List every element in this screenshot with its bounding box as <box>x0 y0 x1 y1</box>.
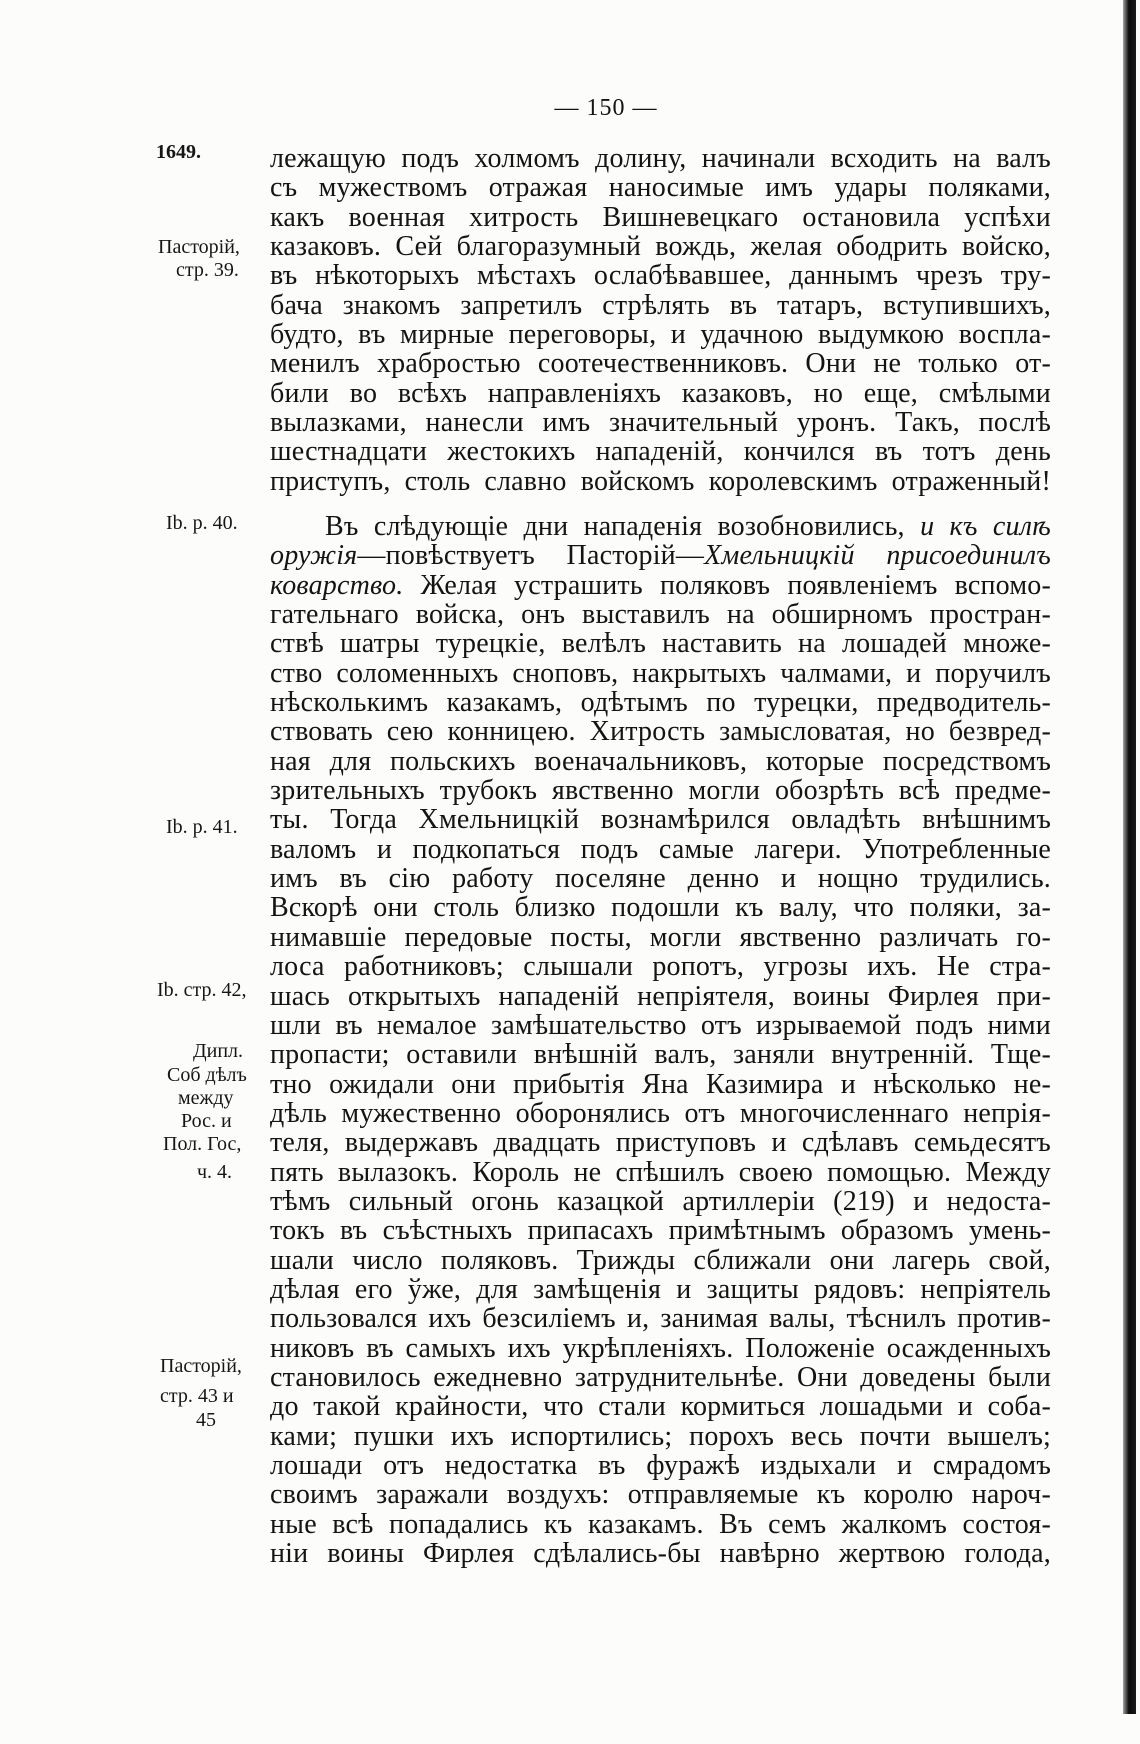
text-line: шестнадцати жестокихъ нападеній, кончился въ тотъ день <box>270 436 1051 468</box>
text-line: ная для польскихъ военачальниковъ, которые посредствомъ <box>270 745 1051 777</box>
margin-note: Пасторій, <box>160 1355 242 1377</box>
margin-note: Ib. p. 40. <box>166 512 238 534</box>
text-line: тно ожидали они прибытія Яна Казимира и нѣсколько не- <box>270 1068 1051 1100</box>
text-line <box>270 571 1051 600</box>
text-line: приступъ, столь славно войскомъ королевскимъ отраженный! <box>270 465 1051 497</box>
text-line: ками; пушки ихъ испортились; порохъ весь почти вышелъ; <box>270 1420 1051 1452</box>
text-line: токъ въ съѣстныхъ припасахъ примѣтнымъ образомъ умень- <box>270 1215 1051 1247</box>
paragraph <box>270 512 1051 1568</box>
text-line: имъ въ сію работу поселяне денно и нощно трудились. <box>270 863 1051 895</box>
text-line: какъ военная хитрость Вишневецкаго остановила успѣхи <box>270 201 1051 233</box>
text-run: Желая устрашить поляковъ появленіемъ вспомо- <box>420 569 1051 601</box>
margin-note: между <box>178 1087 234 1109</box>
text-line: ніи воины Фирлея сдѣлались-бы навѣрно жертвою голода, <box>270 1538 1051 1570</box>
margin-note: Соб дѣлъ <box>167 1064 247 1086</box>
text-run: —повѣствуетъ Пасторій— <box>357 540 705 572</box>
text-line: казаковъ. Сей благоразумный вождь, желая ободрить войско, <box>270 231 1051 263</box>
text-line: теля, выдержавъ двадцать приступовъ и сдѣлавъ семьдесятъ <box>270 1127 1051 1159</box>
margin-note: Рос. и <box>181 1110 232 1132</box>
text-line: въ нѣкоторыхъ мѣстахъ ослабѣвавшее, даннымъ чрезъ тру- <box>270 260 1051 292</box>
margin-note: стр. 39. <box>176 259 239 281</box>
text-line: будто, въ мирные переговоры, и удачною выдумкою воспла- <box>270 319 1051 351</box>
text-line: дѣль мужественно оборонялись отъ многочисленнаго непрія- <box>270 1097 1051 1129</box>
italic-run: оружія <box>270 540 358 572</box>
text-line: шли въ немалое замѣшательство отъ изрываемой подъ ними <box>270 1009 1051 1041</box>
margin-note-year: 1649. <box>156 141 201 163</box>
text-line: бача знакомъ запретилъ стрѣлять въ татаръ, вступившихъ, <box>270 289 1051 321</box>
text-line: вылазками, нанесли имъ значительный уронъ. Такъ, послѣ <box>270 407 1051 439</box>
text-line: тѣмъ сильный огонь казацкой артиллеріи (219) и недоста- <box>270 1185 1051 1217</box>
text-line <box>270 512 1051 541</box>
margin-note: Пол. Гос, <box>163 1133 242 1155</box>
margin-note: Пасторій, <box>158 236 240 258</box>
text-line: лежащую подъ холмомъ долину, начинали всходить на валъ <box>270 143 1051 174</box>
text-line: валомъ и подкопаться подъ самые лагери. Употребленные <box>270 833 1051 865</box>
text-line: пропасти; оставили внѣшній валъ, заняли внутренній. Тще- <box>270 1039 1051 1071</box>
page-edge-shadow <box>1123 0 1136 1714</box>
text-line: шась открытыхъ нападеній непріятеля, воины Фирлея при- <box>270 980 1051 1012</box>
text-line: Вскорѣ они столь близко подошли къ валу, что поляки, за- <box>270 892 1051 924</box>
text-line: гательнаго войска, онъ выставилъ на обширномъ простран- <box>270 599 1051 631</box>
text-line: ство соломенныхъ сноповъ, накрытыхъ чалмами, и поручилъ <box>270 657 1051 689</box>
text-line: никовъ въ самыхъ ихъ укрѣпленіяхъ. Положеніе осажденныхъ <box>270 1332 1051 1364</box>
text-run: Въ слѣдующіе дни нападенія возобновились, <box>325 511 905 542</box>
text-line: пользовался ихъ безсиліемъ и, занимая валы, тѣснилъ против- <box>270 1303 1051 1335</box>
text-line: пять вылазокъ. Король не спѣшилъ своею помощью. Между <box>270 1156 1051 1188</box>
margin-note: 45 <box>196 1409 216 1431</box>
text-line: менилъ храбростью соотечественниковъ. Они не только от- <box>270 348 1051 380</box>
margin-note: ч. 4. <box>197 1161 233 1183</box>
paragraph <box>270 144 1051 496</box>
text-line: до такой крайности, что стали кормиться лошадьми и соба- <box>270 1391 1051 1423</box>
text-line: лоса работниковъ; слышали ропотъ, угрозы ихъ. Не стра- <box>270 951 1051 983</box>
text-line: ствѣ шатры турецкіе, велѣлъ наставить на лошадей множе- <box>270 628 1051 660</box>
text-line: ствовать сею конницею. Хитрость замысловатая, но безвред- <box>270 716 1051 748</box>
text-line: шали число поляковъ. Трижды сближали они лагерь свой, <box>270 1244 1051 1276</box>
page-number: — 150 — <box>554 95 658 121</box>
text-line: били во всѣхъ направленіяхъ казаковъ, но еще, смѣлыми <box>270 377 1051 409</box>
margin-note: стр. 43 и <box>160 1385 234 1407</box>
margin-note: Дипл. <box>193 1040 244 1062</box>
text-line: ты. Тогда Хмельницкій вознамѣрился овладѣть внѣшнимъ <box>270 804 1051 836</box>
italic-run: коварство. <box>270 569 404 601</box>
text-line: лошади отъ недостатка въ фуражѣ издыхали и смрадомъ <box>270 1450 1051 1481</box>
text-line: нѣсколькимъ казакамъ, одѣтымъ по турецки, предводитель- <box>270 687 1051 719</box>
text-line: своимъ заражали воздухъ: отправляемые къ королю нароч- <box>270 1479 1051 1511</box>
text-line <box>270 541 1051 570</box>
text-line: съ мужествомъ отражая наносимые имъ удары поляками, <box>270 172 1051 204</box>
text-line: зрительныхъ трубокъ явственно могли обозрѣть всѣ предме- <box>270 775 1051 807</box>
margin-note: Ib. p. 41. <box>166 816 238 838</box>
text-line: нимавшіе передовые посты, могли явственно различать го- <box>270 921 1051 953</box>
italic-run: и къ силѣ <box>920 511 1051 542</box>
text-line: дѣлая его ўже, для замѣщенія и защиты рядовъ: непріятель <box>270 1273 1051 1305</box>
text-line: становилось ежедневно затруднительнѣе. Они доведены были <box>270 1361 1051 1393</box>
text-line: ные всѣ попадались къ казакамъ. Въ семъ жалкомъ состоя- <box>270 1508 1051 1540</box>
margin-note: Ib. стр. 42, <box>157 979 247 1001</box>
italic-run: Хмельницкій присоединилъ <box>704 540 1052 572</box>
